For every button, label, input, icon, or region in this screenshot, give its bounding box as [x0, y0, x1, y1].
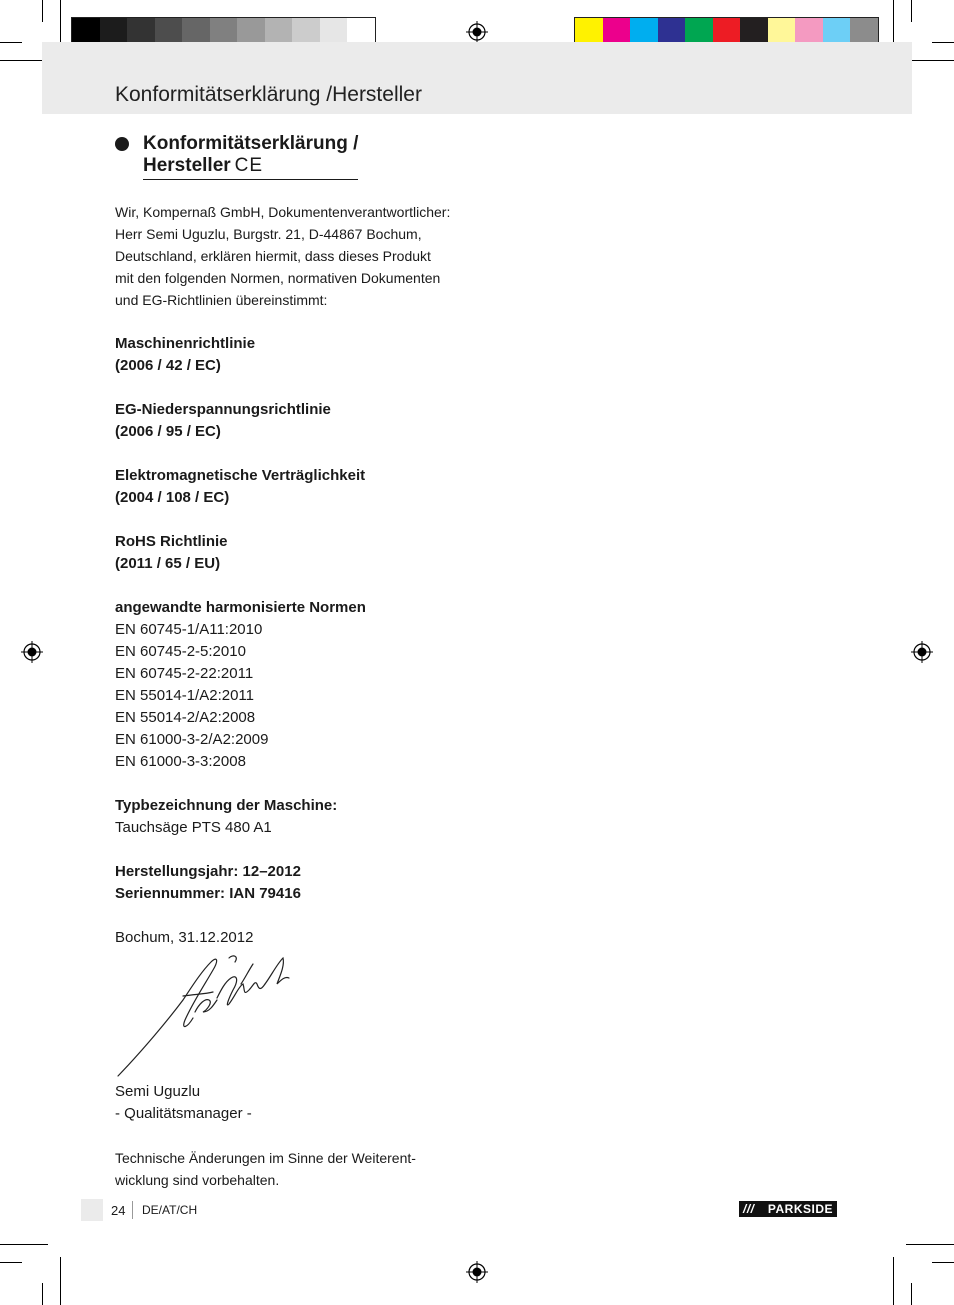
footer-box	[81, 1199, 103, 1221]
directive-name: Maschinenrichtlinie	[115, 335, 256, 352]
section-heading	[143, 133, 358, 180]
directive-code: (2006 / 95 / EC)	[115, 423, 221, 440]
directive-name: Elektromagnetische Verträglichkeit	[115, 467, 366, 484]
place-date: Bochum, 31.12.2012	[115, 929, 254, 946]
crop-mark	[0, 42, 22, 43]
signer-name: Semi Uguzlu	[115, 1083, 201, 1100]
crop-mark	[0, 1262, 22, 1263]
crop-mark	[0, 1244, 48, 1245]
intro-line: Deutschland, erklären hiermit, dass dieses Produkt	[115, 248, 431, 264]
brand-name: PARKSIDE	[767, 1202, 833, 1216]
brand-slashes: ///	[743, 1202, 755, 1216]
machine-value: Tauchsäge PTS 480 A1	[115, 819, 272, 836]
crop-mark	[42, 1283, 43, 1305]
crop-mark	[0, 60, 48, 61]
section-heading-line: Hersteller CE	[143, 155, 264, 176]
page-number: 24	[111, 1203, 126, 1218]
crop-mark	[906, 1244, 954, 1245]
registration-mark-icon	[21, 641, 43, 663]
norm-item: EN 61000-3-2/A2:2009	[115, 731, 269, 748]
registration-mark-icon	[466, 21, 488, 43]
crop-mark	[932, 42, 954, 43]
production-year: Herstellungsjahr: 12–2012	[115, 863, 301, 880]
crop-mark	[911, 0, 912, 22]
norms-heading: angewandte harmonisierte Normen	[115, 599, 366, 616]
page-title: Konformitätserklärung /Hersteller	[115, 83, 422, 106]
disclaimer-line: wicklung sind vorbehalten.	[115, 1172, 280, 1188]
crop-mark	[893, 0, 894, 48]
intro-line: mit den folgenden Normen, normativen Dokumenten	[115, 270, 441, 286]
intro-line: Herr Semi Uguzlu, Burgstr. 21, D-44867 Bochum,	[115, 226, 422, 242]
signer-role: - Qualitätsmanager -	[115, 1105, 252, 1122]
norm-item: EN 61000-3-3:2008	[115, 753, 246, 770]
crop-mark	[911, 1283, 912, 1305]
directive-code: (2006 / 42 / EC)	[115, 357, 221, 374]
directive-code: (2011 / 65 / EU)	[115, 555, 221, 572]
registration-mark-icon	[466, 1261, 488, 1283]
crop-mark	[42, 0, 43, 22]
footer-divider	[132, 1201, 133, 1219]
directive-code: (2004 / 108 / EC)	[115, 489, 230, 506]
serial-number: Seriennummer: IAN 79416	[115, 885, 301, 902]
disclaimer-line: Technische Änderungen im Sinne der Weiterent-	[115, 1150, 416, 1166]
crop-mark	[906, 60, 954, 61]
language-codes: DE/AT/CH	[142, 1203, 198, 1217]
crop-mark	[60, 1257, 61, 1305]
intro-line: und EG-Richtlinien übereinstimmt:	[115, 292, 328, 308]
signature-image	[113, 950, 293, 1080]
crop-mark	[60, 0, 61, 48]
directive-name: EG-Niederspannungsrichtlinie	[115, 401, 331, 418]
bullet-icon	[115, 137, 129, 151]
registration-mark-icon	[911, 641, 933, 663]
norm-item: EN 60745-2-5:2010	[115, 643, 246, 660]
norm-item: EN 55014-1/A2:2011	[115, 687, 254, 704]
crop-mark	[893, 1257, 894, 1305]
crop-mark	[932, 1262, 954, 1263]
machine-label: Typbezeichnung der Maschine:	[115, 797, 338, 814]
intro-paragraph	[115, 201, 475, 311]
section-heading-line: Konformitätserklärung /	[143, 133, 359, 154]
ce-mark: CE	[234, 155, 264, 176]
directive-name: RoHS Richtlinie	[115, 533, 228, 550]
norm-item: EN 60745-1/A11:2010	[115, 621, 263, 638]
norm-item: EN 55014-2/A2:2008	[115, 709, 256, 726]
norm-item: EN 60745-2-22:2011	[115, 665, 254, 682]
intro-line: Wir, Kompernaß GmbH, Dokumentenverantwortlicher:	[115, 204, 451, 220]
brand-logo	[739, 1201, 837, 1217]
